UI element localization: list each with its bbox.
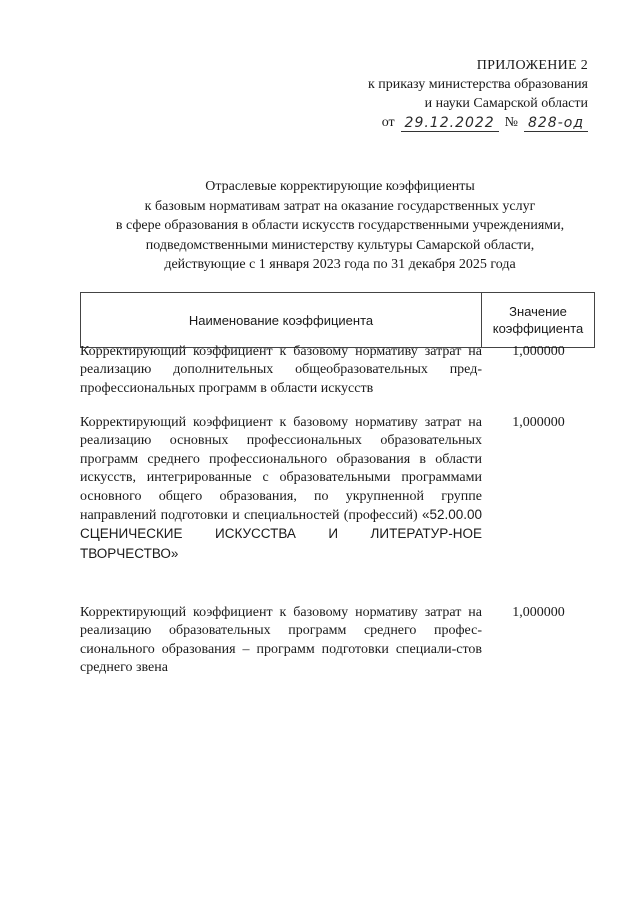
coefficient-name-text: Корректирующий коэффициент к базовому нормативу затрат на реализацию основных профессиональных образовательных программ среднего профессионального образования в области искусств, интегрированные с образовательными программами основного общего образования, по укрупненной группе направлений подготовки и специальностей (профессий) [80,415,482,524]
appendix-block [368,56,588,132]
order-date-number [368,113,588,132]
appendix-line-2: и науки Самарской области [424,96,588,111]
appendix-line-1: к приказу министерства образования [367,77,588,92]
heading-line-5: действующие с 1 января 2023 года по 31 декабря 2025 года [164,257,516,272]
column-header-value [482,293,594,347]
heading-line-1: Отраслевые корректирующие коэффициенты [205,179,475,194]
from-label: от [381,115,395,130]
table-header-row [80,292,595,348]
heading-line-3: в сфере образования в области искусств государственными учреждениями, [115,218,565,233]
coefficient-name: Корректирующий коэффициент к базовому нормативу затрат на реализацию дополнительных общеобразовательных пред-профессиональных программ в области искусств [80,344,482,396]
column-header-name: Наименование коэффициента [81,293,482,347]
coefficients-table-header [80,292,595,348]
handwritten-number: 828-од [524,115,588,132]
column-header-value-line-2: коэффициента [492,321,584,336]
number-label: № [504,115,518,130]
appendix-title: ПРИЛОЖЕНИЕ 2 [476,58,588,73]
coefficient-name: Корректирующий коэффициент к базовому нормативу затрат на реализацию образовательных программ среднего профес-сионального образования – программ подготовки специали-стов среднего звена [80,605,482,676]
handwritten-date: 29.12.2022 [401,115,499,132]
table-row [80,343,595,398]
column-header-value-line-1: Значение [509,304,567,319]
coefficient-value: 1,000000 [512,605,565,620]
coefficient-value: 1,000000 [512,415,565,430]
coefficient-name-specialty: «52.00.00 СЦЕНИЧЕСКИЕ ИСКУССТВА И ЛИТЕРАТУР-НОЕ ТВОРЧЕСТВО» [80,507,483,561]
coefficient-name [80,414,482,564]
table-row [80,604,595,678]
table-row [80,414,595,564]
document-heading [80,177,600,275]
heading-line-2: к базовым нормативам затрат на оказание государственных услуг [144,198,536,214]
coefficient-value: 1,000000 [512,344,565,359]
heading-line-4: подведомственными министерству культуры Самарской области, [145,237,535,253]
